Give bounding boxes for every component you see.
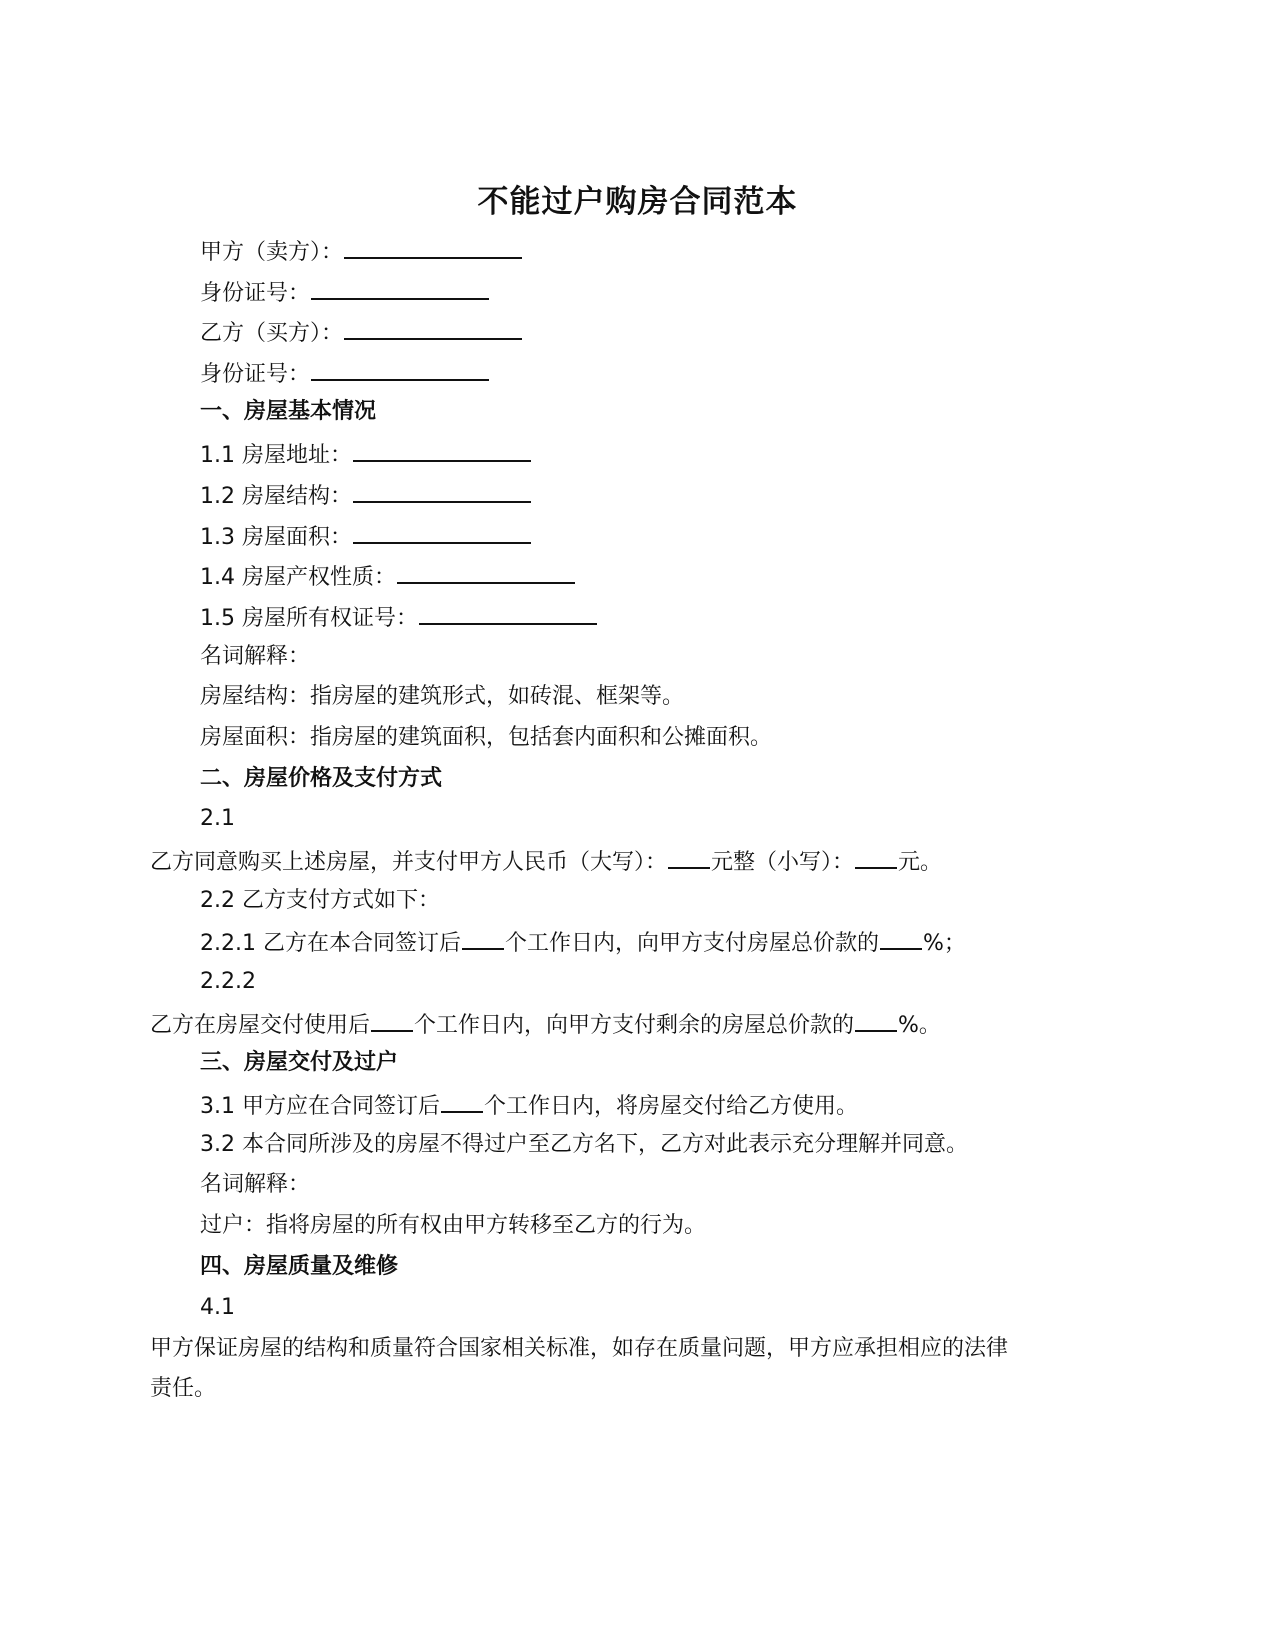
clause-2-2-2-part-c: %。 <box>898 1013 941 1038</box>
glossary-transfer: 过户：指将房屋的所有权由甲方转移至乙方的行为。 <box>200 1213 707 1238</box>
clause-1-5 <box>200 601 598 634</box>
clause-1-2 <box>200 479 532 512</box>
clause-3-1-part-a: 3.1 甲方应在合同签订后 <box>200 1094 440 1119</box>
section2-heading: 二、房屋价格及支付方式 <box>200 766 443 791</box>
price-figure-blank <box>855 845 897 869</box>
clause-3-1-part-b: 个工作日内，将房屋交付给乙方使用。 <box>483 1094 858 1119</box>
party-b-blank <box>344 316 522 340</box>
clause-1-4-label: 1.4 房屋产权性质： <box>200 565 396 590</box>
clause-1-1-label: 1.1 房屋地址： <box>200 443 352 468</box>
party-b-label: 乙方（买方）： <box>200 321 344 346</box>
clause-1-1 <box>200 438 532 471</box>
clause-3-1 <box>200 1089 858 1122</box>
clause-1-5-blank <box>419 601 597 625</box>
party-a-id-blank <box>311 276 489 300</box>
section3-heading: 三、房屋交付及过户 <box>200 1050 399 1075</box>
clause-2-1-number: 2.1 <box>200 806 235 831</box>
clause-2-1-part-a: 乙方同意购买上述房屋，并支付甲方人民币（大写）： <box>150 850 668 875</box>
clause-2-2-1-part-b: 个工作日内，向甲方支付房屋总价款的 <box>504 931 879 956</box>
clause-2-2-2-number: 2.2.2 <box>200 969 256 994</box>
party-b-id-blank <box>311 357 489 381</box>
clause-4-1-number: 4.1 <box>200 1295 235 1320</box>
clause-1-2-label: 1.2 房屋结构： <box>200 484 352 509</box>
clause-2-2-2-text <box>150 1008 941 1041</box>
clause-2-2-2-part-b: 个工作日内，向甲方支付剩余的房屋总价款的 <box>414 1013 855 1038</box>
percent-blank-1 <box>880 926 922 950</box>
clause-2-1-part-b: 元整（小写）： <box>711 850 855 875</box>
party-a-blank <box>344 235 522 259</box>
clause-2-1-part-c: 元。 <box>898 850 943 875</box>
clause-1-2-blank <box>353 479 531 503</box>
clause-1-5-label: 1.5 房屋所有权证号： <box>200 606 418 631</box>
days-blank-3 <box>441 1089 483 1113</box>
section1-heading: 一、房屋基本情况 <box>200 399 377 424</box>
party-a-id-label: 身份证号： <box>200 281 311 306</box>
clause-1-4 <box>200 560 576 593</box>
clause-1-1-blank <box>353 438 531 462</box>
party-b-id-label: 身份证号： <box>200 362 311 387</box>
days-blank-2 <box>371 1008 413 1032</box>
clause-3-2: 3.2 本合同所涉及的房屋不得过户至乙方名下，乙方对此表示充分理解并同意。 <box>200 1132 968 1157</box>
glossary-label-1: 名词解释： <box>200 644 311 669</box>
clause-2-1-text <box>150 845 942 878</box>
party-b-line <box>200 316 523 349</box>
clause-1-3-blank <box>353 520 531 544</box>
price-words-blank <box>668 845 710 869</box>
clause-1-3-label: 1.3 房屋面积： <box>200 525 352 550</box>
glossary-label-2: 名词解释： <box>200 1172 311 1197</box>
clause-4-1-line-1: 甲方保证房屋的结构和质量符合国家相关标准，如存在质量问题，甲方应承担相应的法律 <box>150 1336 1009 1361</box>
clause-4-1-line-2: 责任。 <box>150 1376 217 1401</box>
party-a-id-line <box>200 276 490 309</box>
percent-blank-2 <box>855 1008 897 1032</box>
party-b-id-line <box>200 357 490 390</box>
clause-2-2: 2.2 乙方支付方式如下： <box>200 888 440 913</box>
party-a-label: 甲方（卖方）： <box>200 240 344 265</box>
clause-2-2-2-part-a: 乙方在房屋交付使用后 <box>150 1013 371 1038</box>
days-blank-1 <box>462 926 504 950</box>
clause-2-2-1 <box>200 926 966 959</box>
document-title: 不能过户购房合同范本 <box>477 184 798 220</box>
party-a-line <box>200 235 523 268</box>
clause-2-2-1-part-c: %； <box>923 931 966 956</box>
clause-1-4-blank <box>397 560 575 584</box>
section4-heading: 四、房屋质量及维修 <box>200 1254 399 1279</box>
glossary-structure: 房屋结构：指房屋的建筑形式，如砖混、框架等。 <box>200 684 685 709</box>
clause-1-3 <box>200 520 532 553</box>
glossary-area: 房屋面积：指房屋的建筑面积，包括套内面积和公摊面积。 <box>200 725 773 750</box>
clause-2-2-1-part-a: 2.2.1 乙方在本合同签订后 <box>200 931 461 956</box>
